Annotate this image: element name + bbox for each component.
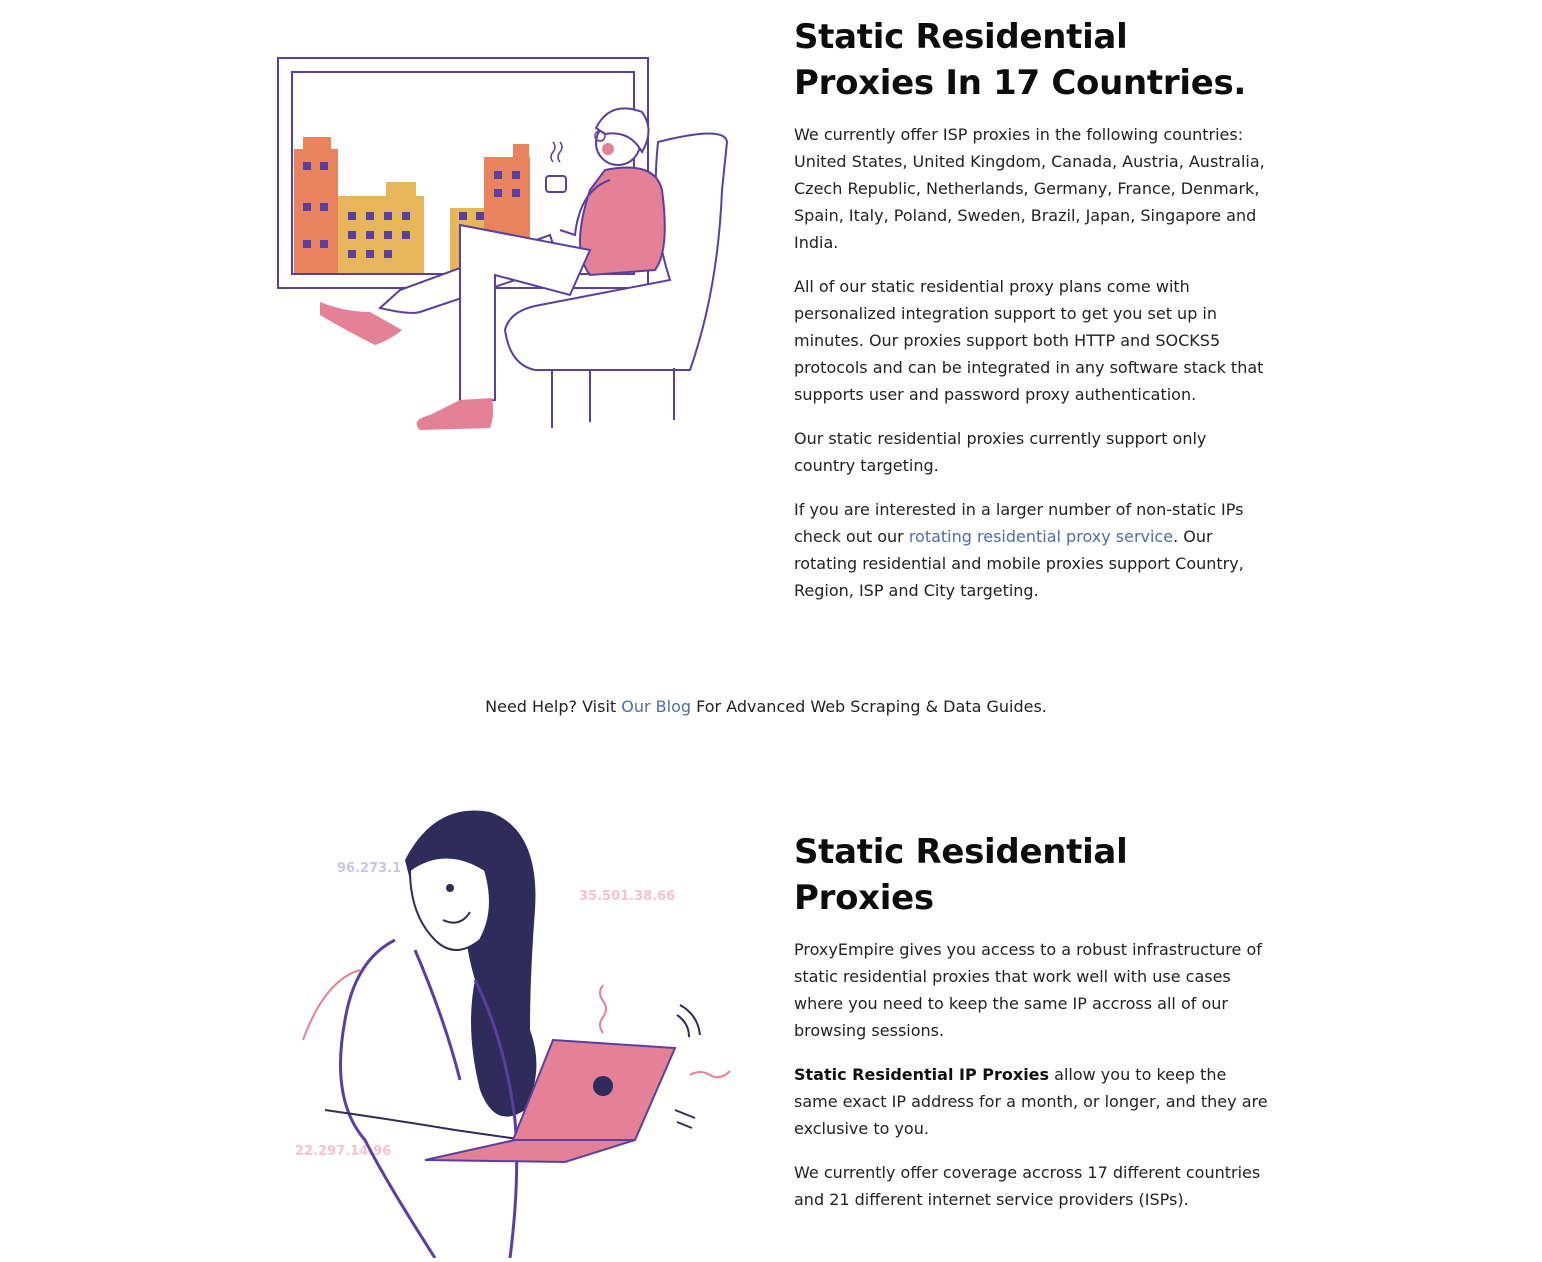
laptop xyxy=(425,1040,675,1162)
rotating-proxy-link[interactable]: rotating residential proxy service xyxy=(908,527,1174,546)
armchair-man-svg xyxy=(270,50,740,440)
section-static-residential xyxy=(794,829,1269,1230)
ip-label-1: 96.273.1 xyxy=(337,861,402,876)
heading-line-1: Static Residential xyxy=(794,17,1128,57)
signal-wave-2 xyxy=(677,1015,689,1037)
section-heading xyxy=(794,829,1269,921)
face xyxy=(410,858,490,951)
lapel xyxy=(415,950,460,1080)
static-ip-proxies-strong: Static Residential IP Proxies xyxy=(794,1065,1050,1084)
eye xyxy=(446,884,454,892)
help-line-end: For Advanced Web Scraping & Data Guides. xyxy=(691,697,1047,716)
heading-line-2: Proxies xyxy=(794,878,934,918)
ip-label-3: 22.297.14.96 xyxy=(295,1144,392,1159)
pink-accent-line xyxy=(303,970,360,1040)
ip-label-2: 35.501.38.66 xyxy=(579,889,676,904)
woman-laptop-illustration xyxy=(285,800,745,1258)
section-heading xyxy=(794,14,1269,106)
infrastructure-paragraph: ProxyEmpire gives you access to a robust infrastructure of static residential proxies that work well with use cases where you need to keep the same IP accross all of our browsing sessions. xyxy=(794,940,1262,1040)
rotating-paragraph xyxy=(794,496,1269,604)
pink-squiggle xyxy=(690,1071,730,1077)
help-line xyxy=(0,694,1532,720)
coverage-paragraph: We currently offer coverage accross 17 different countries and 21 different internet service providers (ISPs). xyxy=(794,1163,1261,1209)
help-line-start: Need Help? Visit xyxy=(485,697,622,716)
targeting-paragraph: Our static residential proxies currently support only country targeting. xyxy=(794,429,1207,475)
blog-link[interactable]: Our Blog xyxy=(621,697,692,716)
section-isp-countries xyxy=(794,14,1269,621)
heading-line-1: Static Residential xyxy=(794,832,1128,872)
heading-line-2: Proxies In 17 Countries. xyxy=(794,63,1247,103)
armchair-man-illustration xyxy=(270,50,740,440)
exclusive-ip-rest: allow you to keep the same exact IP address for a month, or longer, and they are exclusive to you. xyxy=(794,1065,1268,1138)
jacket-left xyxy=(341,940,436,1258)
squiggle xyxy=(600,985,606,1033)
motion-lines xyxy=(675,1110,695,1128)
exclusive-ip-paragraph xyxy=(794,1061,1269,1142)
hair xyxy=(405,811,536,1117)
woman-laptop-svg xyxy=(285,800,745,1258)
integration-paragraph: All of our static residential proxy plans come with personalized integration support to get you set up in minutes. Our proxies support both HTTP and SOCKS5 protocols and can be integrated in any software stack that supports user and password proxy authentication. xyxy=(794,277,1264,404)
rotating-paragraph-end: . Our rotating residential and mobile proxies support Country, Region, ISP and City targeting. xyxy=(794,527,1244,600)
countries-paragraph: We currently offer ISP proxies in the following countries: United States, United Kingdom, Canada, Austria, Australia, Czech Republic, Netherlands, Germany, France, Denmark, Spain, Italy, Poland, Sweden, Brazil, Japan, Singapore and India. xyxy=(794,125,1265,252)
rotating-paragraph-start: If you are interested in a larger number of non-static IPs check out our xyxy=(794,500,1244,546)
